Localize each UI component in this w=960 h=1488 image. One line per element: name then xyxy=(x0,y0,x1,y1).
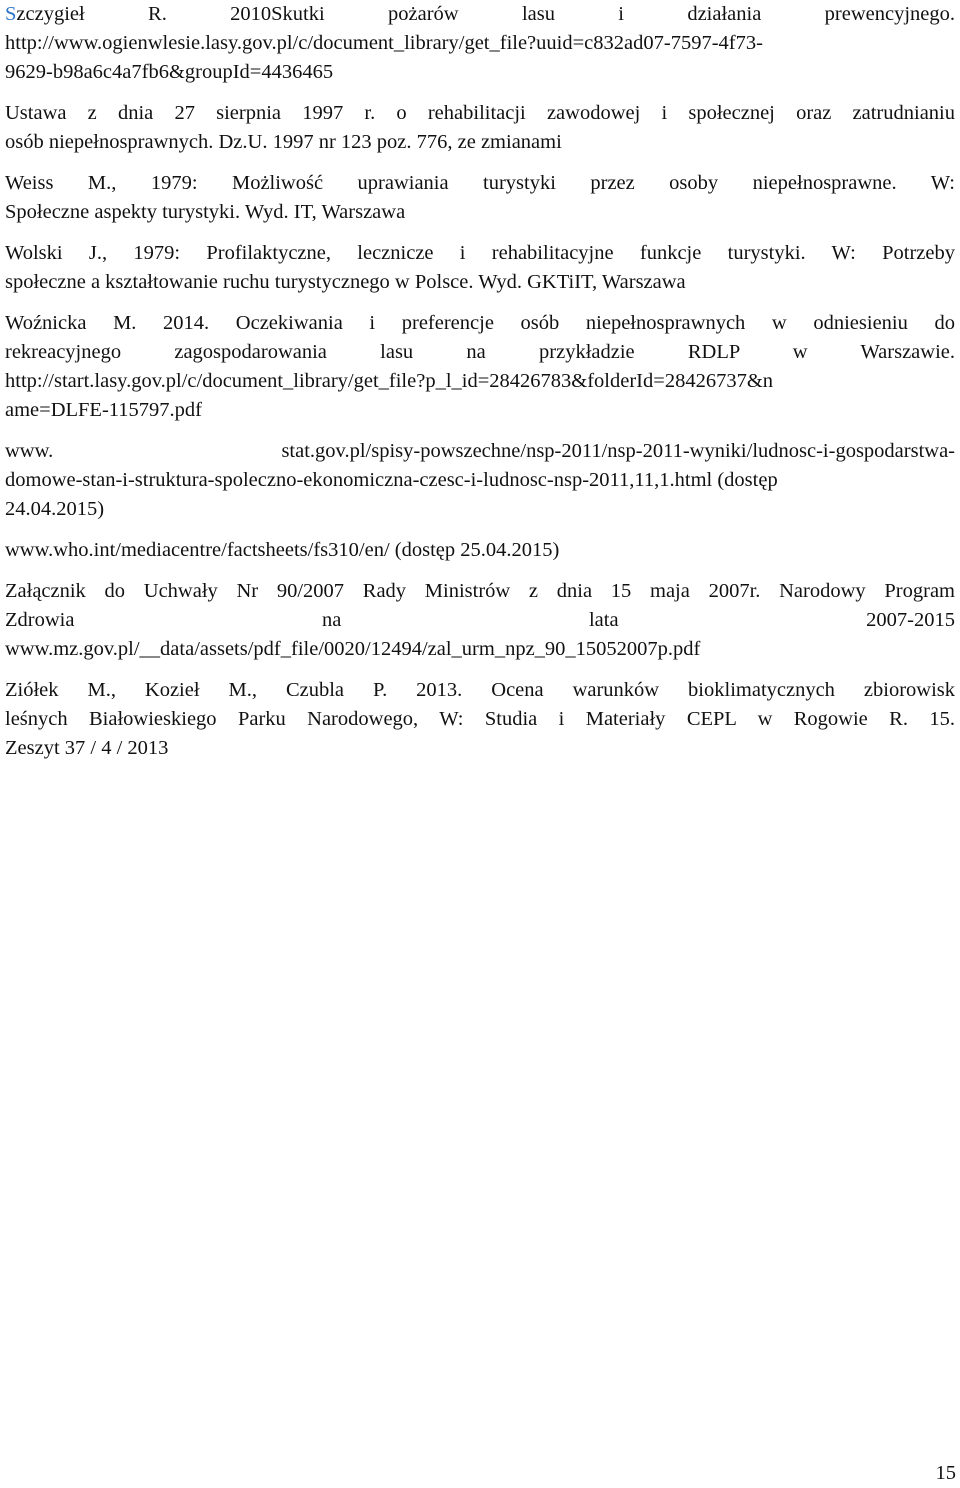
reference-line: domowe-stan-i-struktura-spoleczno-ekonomiczna-czesc-i-ludnosc-nsp-2011,11,1.html (dostęp xyxy=(5,469,778,491)
reference-line: rekreacyjnego zagospodarowania lasu na przykładzie RDLP w Warszawie. xyxy=(5,341,955,363)
accent-first-letter: S xyxy=(5,3,17,25)
reference-ustawa xyxy=(5,99,955,157)
reference-link: http://start.lasy.gov.pl/c/document_library/get_file?p_l_id=28426783&folderId=28426737&n xyxy=(5,370,774,392)
reference-line: 9629-b98a6c4a7fb6&groupId=4436465 xyxy=(5,61,334,83)
reference-line: Woźnicka M. 2014. Oczekiwania i preferencje osób niepełnosprawnych w odniesieniu do xyxy=(5,312,955,334)
reference-line xyxy=(5,0,955,29)
reference-line: Weiss M., 1979: Możliwość uprawiania turystyki przez osoby niepełnosprawne. W: xyxy=(5,172,955,194)
reference-line: www.who.int/mediacentre/factsheets/fs310/en/ (dostęp 25.04.2015) xyxy=(5,539,560,561)
reference-line: Ziółek M., Kozieł M., Czubla P. 2013. Ocena warunków bioklimatycznych zbiorowisk xyxy=(5,679,955,701)
reference-line: leśnych Białowieskiego Parku Narodowego, W: Studia i Materiały CEPL w Rogowie R. 15. xyxy=(5,708,955,730)
reference-line: Zeszyt 37 / 4 / 2013 xyxy=(5,737,169,759)
reference-line: 24.04.2015) xyxy=(5,498,105,520)
reference-list xyxy=(5,0,955,775)
reference-line: społeczne a kształtowanie ruchu turystycznego w Polsce. Wyd. GKTiIT, Warszawa xyxy=(5,271,686,293)
page-number: 15 xyxy=(935,1462,956,1484)
reference-line: Załącznik do Uchwały Nr 90/2007 Rady Ministrów z dnia 15 maja 2007r. Narodowy Program xyxy=(5,580,955,602)
reference-line: Ustawa z dnia 27 sierpnia 1997 r. o rehabilitacji zawodowej i społecznej oraz zatrudnianiu xyxy=(5,102,955,124)
reference-line: Społeczne aspekty turystyki. Wyd. IT, Warszawa xyxy=(5,201,406,223)
reference-line: www.mz.gov.pl/__data/assets/pdf_file/0020/12494/zal_urm_npz_90_15052007p.pdf xyxy=(5,638,701,660)
reference-line-text: zczygieł R. 2010Skutki pożarów lasu i działania prewencyjnego. xyxy=(16,3,955,25)
reference-who xyxy=(5,536,955,565)
reference-line: http://www.ogienwlesie.lasy.gov.pl/c/document_library/get_file?uuid=c832ad07-7597-4f73- xyxy=(5,32,763,54)
reference-wolski xyxy=(5,239,955,297)
reference-line: osób niepełnosprawnych. Dz.U. 1997 nr 123 poz. 776, ze zmianami xyxy=(5,131,562,153)
reference-weiss xyxy=(5,169,955,227)
reference-line: Zdrowia na lata 2007-2015 xyxy=(5,609,955,631)
reference-woznicka xyxy=(5,309,955,425)
reference-line: Wolski J., 1979: Profilaktyczne, lecznicze i rehabilitacyjne funkcje turystyki. W: Potrzeby xyxy=(5,242,955,264)
reference-ziolek xyxy=(5,676,955,763)
reference-line: www. stat.gov.pl/spisy-powszechne/nsp-2011/nsp-2011-wyniki/ludnosc-i-gospodarstwa- xyxy=(5,440,955,462)
reference-stat-gov xyxy=(5,437,955,524)
reference-szczygiel xyxy=(5,0,955,87)
reference-line: ame=DLFE-115797.pdf xyxy=(5,399,202,421)
reference-zalacznik xyxy=(5,577,955,664)
